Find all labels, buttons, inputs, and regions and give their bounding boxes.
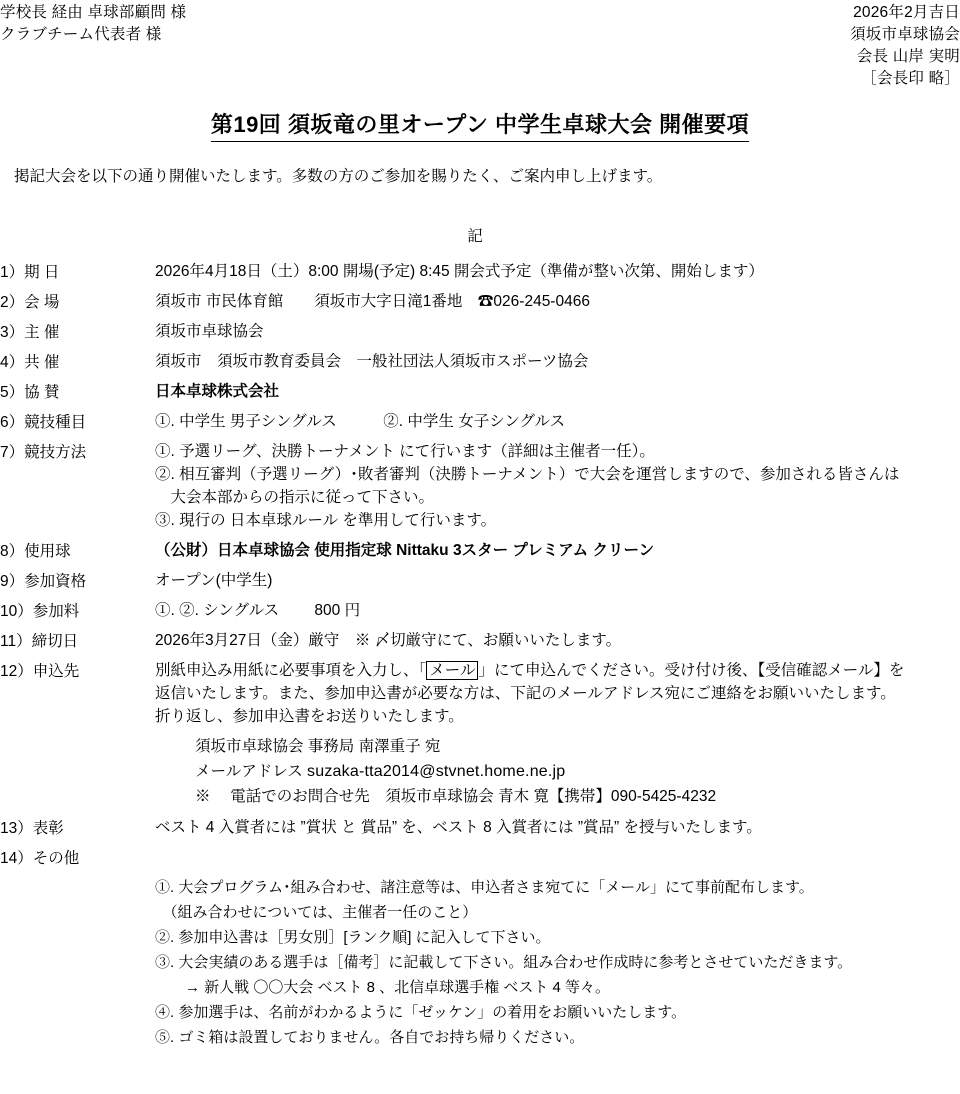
item-value-sponsor: 日本卓球株式会社 <box>155 383 280 400</box>
header-president: 会長 山岸 実明 <box>856 48 960 65</box>
item-label-venue: 2）会 場 <box>0 294 60 311</box>
other-note-3: ③. 大会実績のある選手は［備考］に記載して下さい。組み合わせ作成時に参考とさせていただきます。 <box>155 954 853 971</box>
other-note-3b: → 新人戦 〇〇大会 ベスト 8 、北信卓球選手権 ベスト 4 等々。 <box>155 979 611 996</box>
item-value-eligibility: オープン(中学生) <box>155 572 273 589</box>
application-text-after: 」にて申込んでください。受け付け後、【受信確認メール】を <box>478 662 905 679</box>
item-row-other <box>0 846 960 868</box>
item-value-fee: ①. ②. シングルス 800 円 <box>155 602 361 619</box>
item-value-award: ベスト 4 入賞者には ”賞状 と 賞品” を、ベスト 8 入賞者には ”賞品” を授与いたします。 <box>155 819 762 836</box>
other-notes-block <box>0 875 960 1050</box>
header-issuer <box>850 2 960 90</box>
header-addressee-line-2: クラブチーム代表者 様 <box>0 26 162 43</box>
item-value-application <box>155 659 960 809</box>
item-value-organizer: 須坂市卓球協会 <box>155 323 264 340</box>
item-label-events: 6）競技種目 <box>0 414 87 431</box>
item-row-application <box>0 659 960 809</box>
contact-office: 須坂市卓球協会 事務局 南澤重子 宛 <box>195 738 441 755</box>
item-label-ball: 8）使用球 <box>0 543 71 560</box>
other-note-2: ②. 参加申込書は［男女別］[ランク順] に記入して下さい。 <box>155 929 551 946</box>
item-label-deadline: 11）締切日 <box>0 633 79 650</box>
item-label-date: 1）期 日 <box>0 264 60 281</box>
application-line-1 <box>155 659 960 682</box>
application-line-2: 返信いたします。また、参加申込書が必要な方は、下記のメールアドレス宛にご連絡をお願いいたします。 <box>155 685 896 702</box>
item-value-venue: 須坂市 市民体育館 須坂市大字日滝1番地 ☎026-245-0466 <box>155 293 590 310</box>
item-row-award <box>0 816 960 839</box>
contact-mail-row <box>195 759 960 784</box>
item-value-deadline: 2026年3月27日（金）厳守 ※ 〆切厳守にて、お願いいたします。 <box>155 632 622 649</box>
other-note-5: ⑤. ゴミ箱は設置しておりません。各自でお持ち帰りください。 <box>155 1029 585 1046</box>
item-row-venue <box>0 290 960 313</box>
format-line-4: ③. 現行の 日本卓球ルール を準用して行います。 <box>155 512 497 529</box>
item-value-events: ①. 中学生 男子シングルス ②. 中学生 女子シングルス <box>155 413 566 430</box>
item-value-ball: （公財）日本卓球協会 使用指定球 Nittaku 3スター プレミアム クリーン <box>155 542 655 559</box>
contact-mail-label: メールアドレス <box>195 763 303 780</box>
item-row-sponsor <box>0 380 960 403</box>
item-row-date <box>0 260 960 283</box>
application-contact-block <box>155 734 960 809</box>
header-date: 2026年2月吉日 <box>853 4 960 21</box>
item-label-cosponsor: 4）共 催 <box>0 354 60 371</box>
item-row-format <box>0 440 960 532</box>
ki-marker: 記 <box>467 228 483 245</box>
item-label-other: 14）その他 <box>0 850 80 867</box>
item-label-eligibility: 9）参加資格 <box>0 573 87 590</box>
header-addressee-line-1: 学校長 経由 卓球部顧問 様 <box>0 4 187 21</box>
item-value-format <box>155 440 960 532</box>
item-row-ball <box>0 539 960 562</box>
item-label-fee: 10）参加料 <box>0 603 80 620</box>
format-line-3: 大会本部からの指示に従って下さい。 <box>155 489 435 506</box>
application-text-before: 別紙申込み用紙に必要事項を入力し、「 <box>155 662 427 679</box>
item-row-cosponsor <box>0 350 960 373</box>
item-label-organizer: 3）主 催 <box>0 324 60 341</box>
item-row-fee <box>0 599 960 622</box>
items-list <box>0 260 960 1050</box>
item-value-cosponsor: 須坂市 須坂市教育委員会 一般社団法人須坂市スポーツ協会 <box>155 353 589 370</box>
contact-tel-row: ※ 電話でのお問合せ先 須坂市卓球協会 青木 寛【携帯】090-5425-4232 <box>195 788 717 805</box>
item-label-award: 13）表彰 <box>0 820 64 837</box>
item-label-format: 7）競技方法 <box>0 444 87 461</box>
page-title: 第19回 須坂竜の里オープン 中学生卓球大会 開催要項 <box>211 108 749 142</box>
application-boxed-word: メール <box>426 661 478 680</box>
item-label-sponsor: 5）協 賛 <box>0 384 60 401</box>
header-seal-note: ［会長印 略］ <box>861 70 960 87</box>
other-note-1: ①. 大会プログラム･組み合わせ、諸注意等は、申込者さま宛てに「メール」にて事前配布します。 <box>155 879 814 896</box>
lead-paragraph: 掲記大会を以下の通り開催いたします。多数の方のご参加を賜りたく、ご案内申し上げます。 <box>14 168 663 185</box>
item-row-deadline <box>0 629 960 652</box>
item-value-date: 2026年4月18日（土）8:00 開場(予定) 8:45 開会式予定（準備が整い次第、開始します） <box>155 263 764 280</box>
contact-mail-address: suzaka-tta2014@stvnet.home.ne.jp <box>307 763 566 780</box>
header-addressee <box>0 2 186 46</box>
format-line-1: ①. 予選リーグ、決勝トーナメント にて行います（詳細は主催者一任）。 <box>155 443 655 460</box>
application-line-3: 折り返し、参加申込書をお送りいたします。 <box>155 708 464 725</box>
item-label-application: 12）申込先 <box>0 663 80 680</box>
other-note-4: ④. 参加選手は、名前がわかるように「ゼッケン」の着用をお願いいたします。 <box>155 1004 687 1021</box>
page-title-wrap <box>0 108 960 142</box>
item-row-organizer <box>0 320 960 343</box>
other-note-1b: （組み合わせについては、主催者一任のこと） <box>155 904 478 921</box>
format-line-2: ②. 相互審判（予選リーグ）･敗者審判（決勝トーナメント）で大会を運営しますので、参加される皆さんは <box>155 466 900 483</box>
header-organization: 須坂市卓球協会 <box>850 26 960 43</box>
document-header <box>0 0 960 87</box>
item-row-events <box>0 410 960 433</box>
item-row-eligibility <box>0 569 960 592</box>
